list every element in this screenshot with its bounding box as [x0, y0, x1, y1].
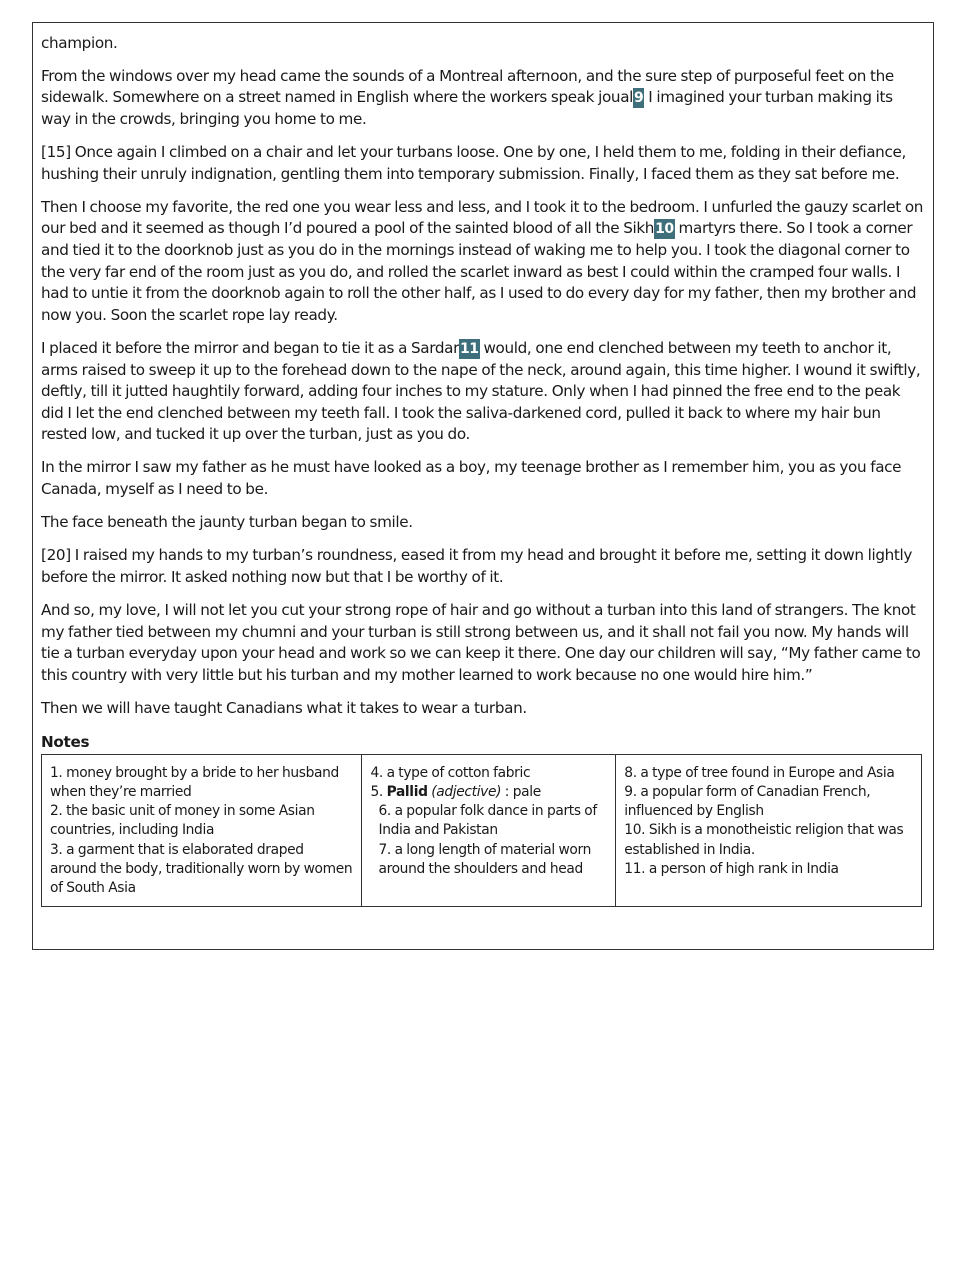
- note-5: [370, 783, 607, 802]
- notes-table: [41, 754, 922, 907]
- paragraph-sardar: [41, 338, 925, 446]
- notes-column-1: [42, 754, 362, 906]
- notes-column-3: [616, 754, 922, 906]
- paragraph-red-turban: [41, 197, 925, 327]
- paragraph-text: martyrs there. So I took a corner and tied it to the doorknob just as you do in the mornings instead of waking me to help you. I took the diagonal corner to the very far end of the room just as you do, and rolled the scarlet inward as best I could within the cramped four walls. I had to untie it from the doorknob again to roll the other half, as I used to do every day for my father, then my brother and now you. Soon the scarlet rope lay ready.: [41, 219, 917, 324]
- paragraph-my-love: And so, my love, I will not let you cut your strong rope of hair and go without a turban into this land of strangers. The knot my father tied between my chumni and your turban is still strong between us, and it shall not fail you now. My hands will tie a turban everyday upon your head and work so we can keep it there. One day our children will say, “My father came to this country with very little but his turban and my mother learned to work because no one would hire him.”: [41, 601, 921, 684]
- note-7: 7. a long length of material worn around the shoulders and head: [378, 841, 591, 877]
- paragraph-text: I imagined your turban making its way in the crowds, bringing you home to me.: [41, 88, 893, 128]
- footnote-marker-9[interactable]: 9: [634, 90, 644, 107]
- footnote-marker-10[interactable]: 10: [655, 221, 674, 238]
- paragraph-text: From the windows over my head came the sounds of a Montreal afternoon, and the sure step of purposeful feet on the sidewalk. Somewhere on a street named in English where the workers speak joual: [41, 66, 894, 107]
- note-5-part-of-speech: (adjective): [431, 783, 502, 800]
- paragraph-text: would, one end clenched between my teeth to anchor it, arms raised to sweep it up to the forehead down to the nape of the neck, around again, this time higher. I wound it swiftly, deftly, till it jutted haughtily forward, adding four inches to my stature. Only when I had pinned the free end to the peak did I let the end clenched between my teeth fall. I took the saliva-darkened cord, pulled it back to where my hair bun rested low, and tucked it up over the turban, just as you do.: [41, 338, 921, 444]
- paragraph-text: I placed it before the mirror and began to tie it as a Sardar: [41, 338, 460, 357]
- paragraph-15: [15] Once again I climbed on a chair and let your turbans loose. One by one, I held them to me, folding in their defiance, hushing their unruly indignation, gentling them into temporary submission. Finally, I faced them as they sat before me.: [41, 142, 906, 183]
- paragraph-text: Then I choose my favorite, the red one you wear less and less, and I took it to the bedroom. I unfurled the gauzy scarlet on our bed and it seemed as though I’d poured a pool of the sainted blood of all the Sikh: [41, 197, 924, 238]
- note-4: 4. a type of cotton fabric: [370, 764, 531, 781]
- paragraph-smile: The face beneath the jaunty turban began to smile.: [41, 513, 413, 532]
- note-11: 11. a person of high rank in India: [624, 860, 839, 877]
- footnote-marker-11[interactable]: 11: [460, 340, 479, 357]
- note-6: 6. a popular folk dance in parts of India and Pakistan: [378, 803, 597, 839]
- paragraph-20: [20] I raised my hands to my turban’s roundness, eased it from my head and brought it before me, setting it down lightly before the mirror. It asked nothing now but that I be worthy of it.: [41, 546, 913, 587]
- note-5-term: Pallid: [386, 783, 428, 800]
- notes-column-2: [362, 754, 616, 906]
- notes-heading: Notes: [41, 732, 90, 751]
- note-5-definition: : pale: [501, 783, 541, 800]
- note-10: 10. Sikh is a monotheistic religion that was established in India.: [624, 822, 904, 858]
- note-9: 9. a popular form of Canadian French, influenced by English: [624, 783, 871, 820]
- paragraph-montreal: [41, 66, 925, 131]
- note-5-number: 5.: [370, 783, 387, 800]
- paragraph-champion: champion.: [41, 34, 118, 52]
- note-3: 3. a garment that is elaborated draped around the body, traditionally worn by women of South Asia: [50, 841, 353, 896]
- passage-frame: [32, 22, 934, 950]
- paragraph-conclusion: Then we will have taught Canadians what it takes to wear a turban.: [41, 699, 527, 718]
- note-8: 8. a type of tree found in Europe and Asia: [624, 764, 895, 781]
- note-1: 1. money brought by a bride to her husband when they’re married: [50, 764, 339, 800]
- paragraph-mirror: In the mirror I saw my father as he must have looked as a boy, my teenage brother as I remember him, you as you face Canada, myself as I need to be.: [41, 458, 902, 499]
- note-2: 2. the basic unit of money in some Asian countries, including India: [50, 803, 315, 839]
